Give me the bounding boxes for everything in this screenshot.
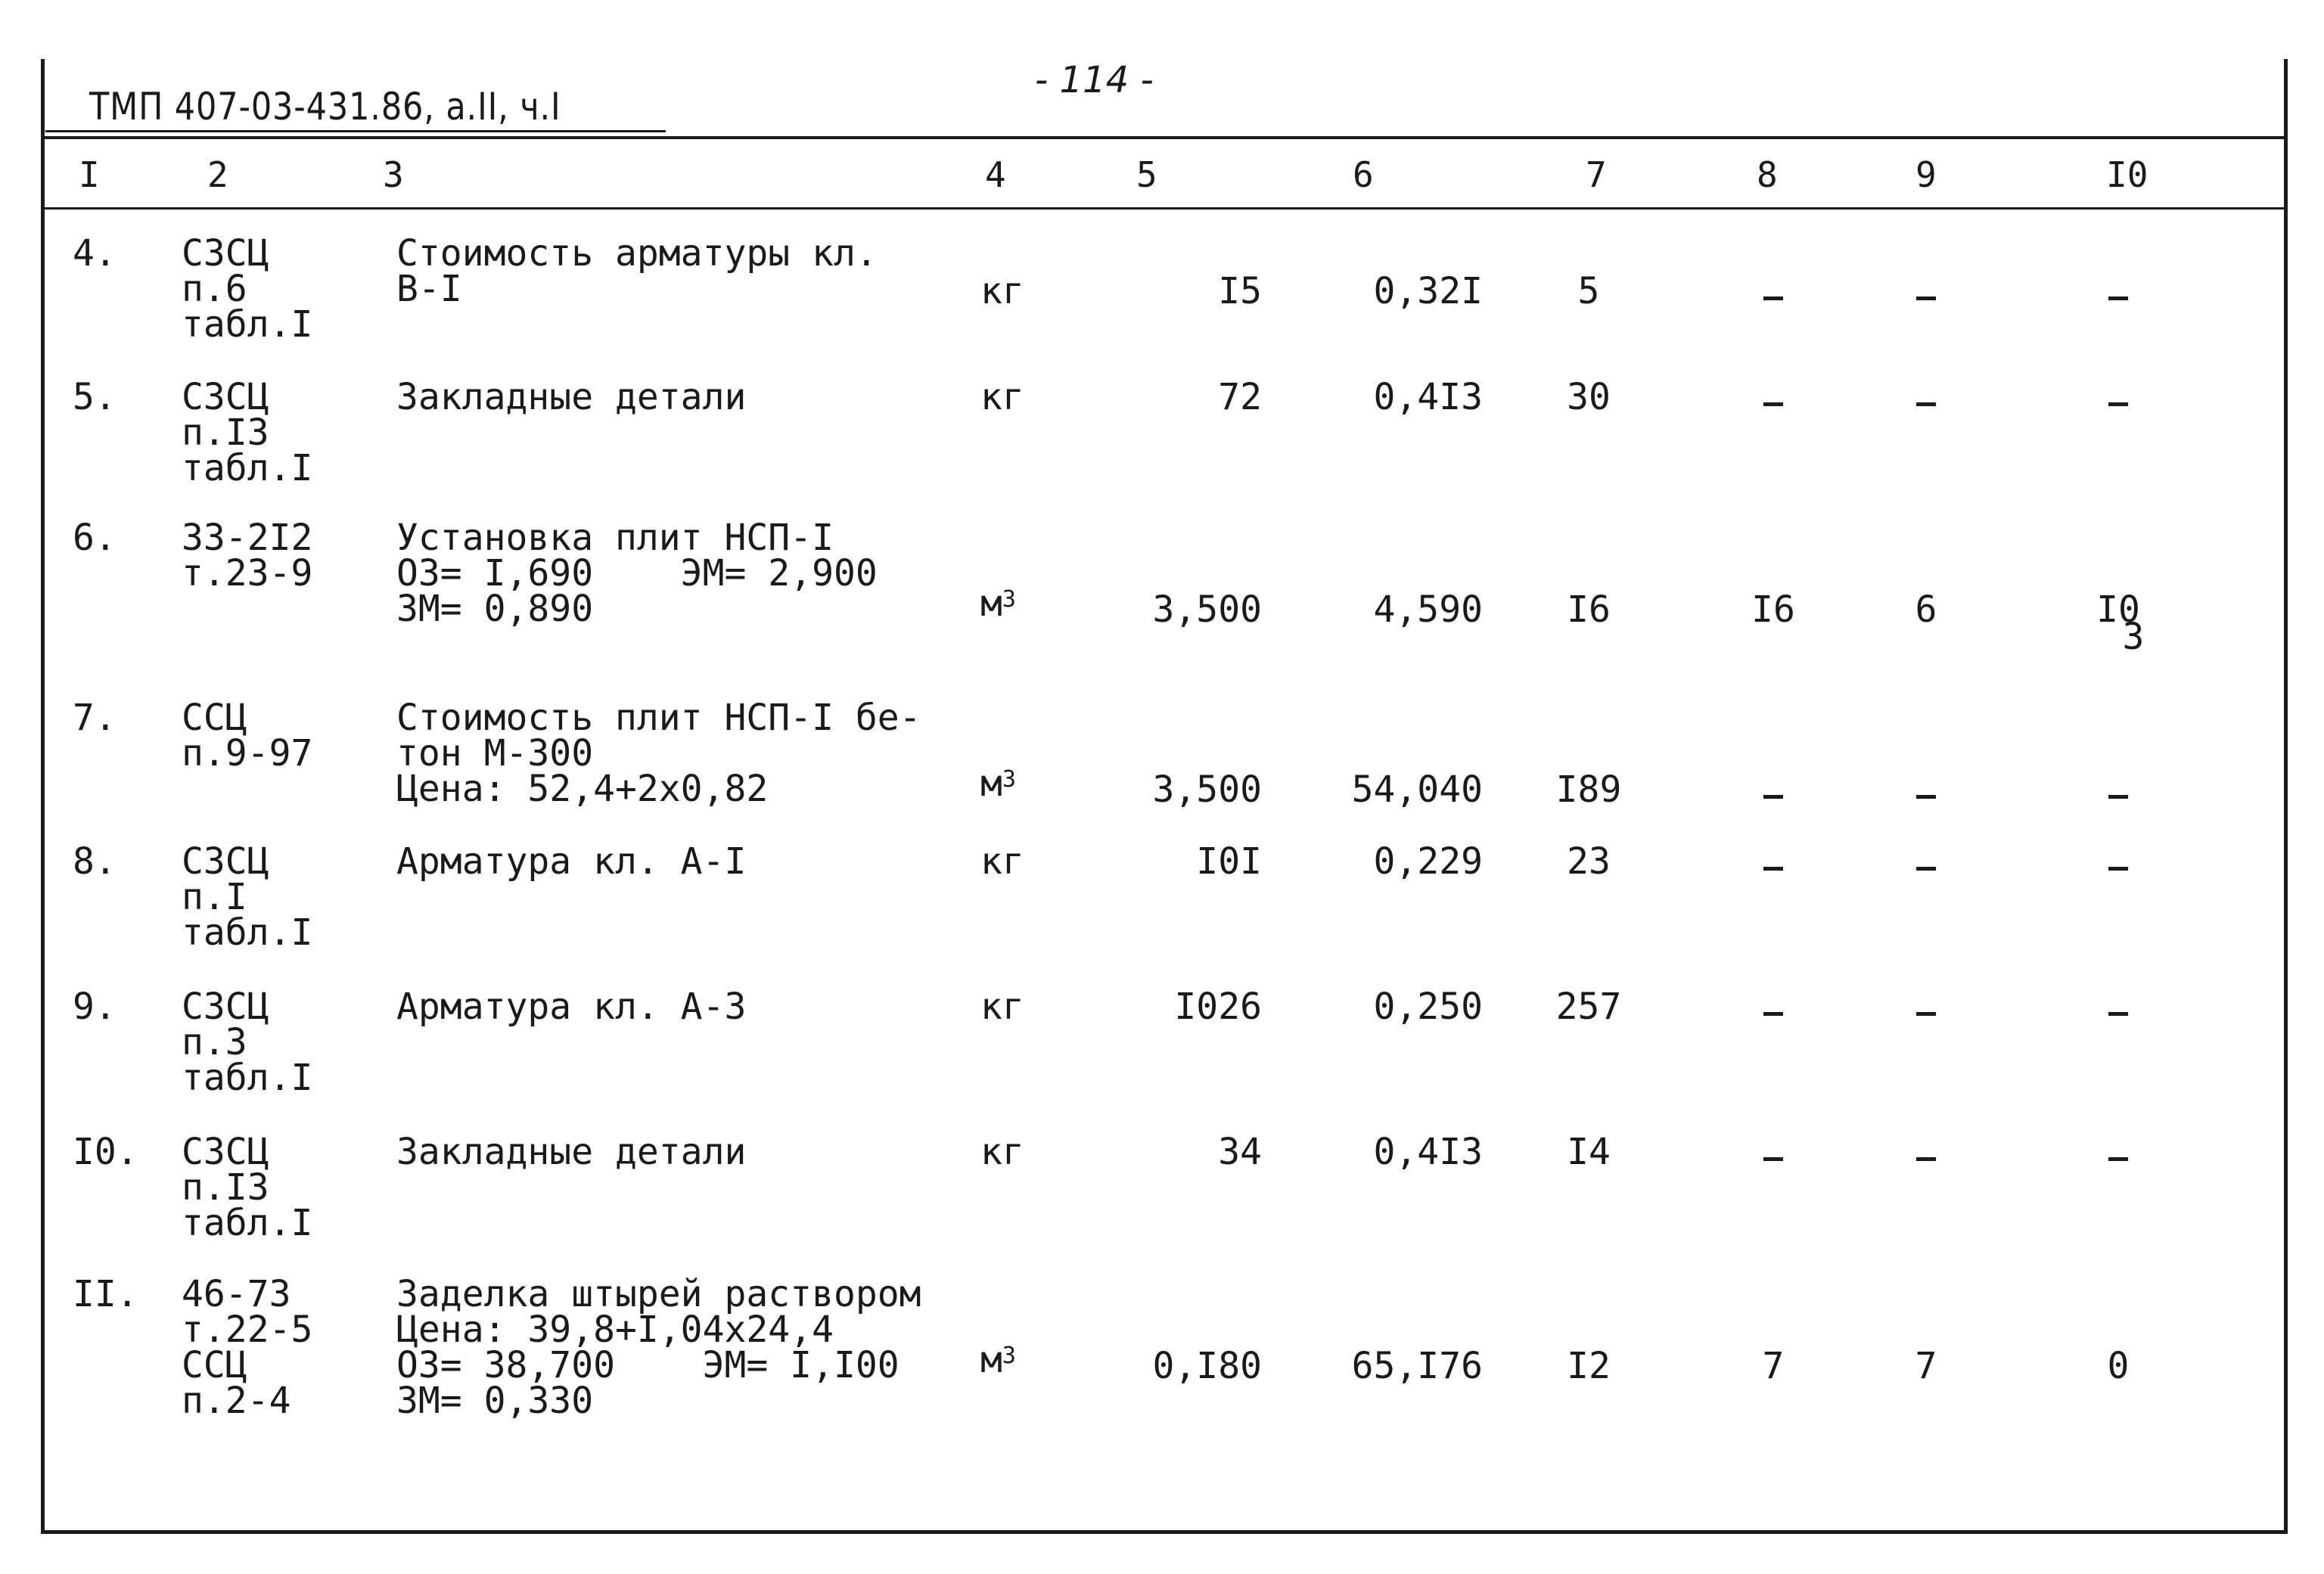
row-description-line: тон М-300: [396, 732, 594, 775]
col-header-4: 4: [985, 154, 1006, 195]
row-description-line: ОЗ= I,690 ЭМ= 2,900: [396, 552, 878, 595]
row-col8: [1763, 1157, 1783, 1161]
row-description-line: Цена: 39,8+I,04х24,4: [396, 1309, 834, 1351]
row-col9: [1916, 795, 1936, 799]
row-col8: [1763, 795, 1783, 799]
row-total: 5: [1577, 270, 1600, 312]
row-quantity: 0,I80: [1152, 1345, 1262, 1387]
unit-superscript: 3: [1002, 586, 1016, 613]
row-col10: [2108, 795, 2128, 799]
row-number: I0.: [73, 1131, 138, 1173]
col-header-10: I0: [2106, 154, 2148, 195]
row-col9: 6: [1915, 588, 1937, 631]
col-header-7: 7: [1586, 154, 1607, 195]
row-col8: I6: [1751, 588, 1795, 631]
row-quantity: 34: [1218, 1131, 1262, 1173]
row-col10: [2108, 296, 2128, 300]
row-unit-price: 54,040: [1351, 768, 1483, 811]
row-number: II.: [73, 1273, 138, 1315]
col-header-5: 5: [1136, 154, 1157, 195]
row-description-line: Стоимость плит НСП-I бе-: [396, 697, 921, 739]
row-unit-price: 0,250: [1373, 986, 1483, 1028]
row-unit: кг: [980, 840, 1024, 883]
row-unit-price: 0,32I: [1373, 270, 1483, 312]
row-code-line: 46-73: [182, 1273, 291, 1315]
row-quantity: 72: [1218, 376, 1262, 418]
col-header-8: 8: [1757, 154, 1778, 195]
row-unit: кг: [980, 986, 1024, 1028]
row-col10: I0: [2096, 588, 2140, 631]
row-total: 23: [1567, 840, 1611, 883]
row-unit: кг: [980, 376, 1024, 418]
row-unit-price: 4,590: [1373, 588, 1483, 631]
row-col10: 0: [2107, 1345, 2130, 1387]
row-code-line: 33-2I2: [182, 517, 313, 559]
row-code-line: табл.I: [182, 447, 313, 489]
row-total: 30: [1567, 376, 1611, 418]
row-quantity: 3,500: [1152, 588, 1262, 631]
row-code-line: ССЦ: [182, 1344, 247, 1386]
row-description-line: ЗМ= 0,330: [396, 1380, 594, 1422]
row-code-line: СЗСЦ: [182, 1131, 269, 1173]
col-header-9: 9: [1915, 154, 1937, 195]
col-header-3: 3: [383, 154, 404, 195]
row-description-line: Установка плит НСП-I: [396, 517, 834, 559]
row-code-line: п.I3: [182, 411, 269, 454]
row-quantity: I5: [1218, 270, 1262, 312]
row-description-line: Закладные детали: [396, 376, 747, 418]
row-code-line: п.I3: [182, 1166, 269, 1209]
row-col10: [2108, 1012, 2128, 1016]
row-description-line: ЗМ= 0,890: [396, 588, 594, 630]
row-code-line: СЗСЦ: [182, 840, 269, 883]
page-number: - 114 -: [1035, 59, 1154, 101]
row-unit: $м^3$: [980, 762, 1016, 805]
row-code-line: табл.I: [182, 911, 313, 954]
row-code-line: п.6: [182, 268, 247, 310]
row-col9: [1916, 402, 1936, 406]
row-code-line: п.3: [182, 1021, 247, 1063]
row-number: 6.: [73, 517, 117, 559]
row-total: I2: [1567, 1345, 1611, 1387]
row-unit: $м^3$: [980, 1339, 1016, 1381]
col-header-6: 6: [1353, 154, 1374, 195]
unit-superscript: 3: [1002, 766, 1016, 793]
row-code-line: СЗСЦ: [182, 232, 269, 275]
row-code-line: табл.I: [182, 1202, 313, 1244]
row-total: 257: [1555, 986, 1622, 1028]
row-unit: $м^3$: [980, 582, 1016, 625]
row-col8: 7: [1762, 1345, 1785, 1387]
row-unit-price: 65,I76: [1351, 1345, 1483, 1387]
row-col9: 7: [1915, 1345, 1937, 1387]
row-unit-price: 0,4I3: [1373, 1131, 1483, 1173]
row-description-line: Цена: 52,4+2х0,82: [396, 768, 769, 810]
row-code-line: СЗСЦ: [182, 376, 269, 418]
row-code-line: п.9-97: [182, 732, 313, 775]
row-col9: [1916, 867, 1936, 871]
row-code-line: табл.I: [182, 303, 313, 346]
row-description-line: Арматура кл. А-3: [396, 986, 747, 1028]
row-number: 5.: [73, 376, 117, 418]
row-unit: кг: [980, 1131, 1024, 1173]
row-col8: [1763, 402, 1783, 406]
row-total: I89: [1555, 768, 1622, 811]
row-code-line: ССЦ: [182, 697, 247, 739]
row-col9: [1916, 1157, 1936, 1161]
row-description-line: В-I: [396, 268, 462, 310]
row-col10: [2108, 1157, 2128, 1161]
row-description-line: ОЗ= 38,700 ЭМ= I,I00: [396, 1344, 899, 1386]
col-header-1: I: [79, 154, 100, 195]
row-col8: [1763, 296, 1783, 300]
row-col10-second-line: 3: [2122, 616, 2145, 658]
row-quantity: I0I: [1196, 840, 1262, 883]
row-col9: [1916, 1012, 1936, 1016]
row-code-line: табл.I: [182, 1057, 313, 1099]
row-code-line: т.22-5: [182, 1309, 313, 1351]
row-col8: [1763, 867, 1783, 871]
row-col10: [2108, 867, 2128, 871]
row-unit-price: 0,4I3: [1373, 376, 1483, 418]
row-quantity: I026: [1174, 986, 1262, 1028]
row-number: 7.: [73, 697, 117, 739]
frame-right-border: [2284, 59, 2288, 1534]
row-description-line: Закладные детали: [396, 1131, 747, 1173]
row-col9: [1916, 296, 1936, 300]
row-description-line: Арматура кл. А-I: [396, 840, 747, 883]
header-bottom-rule: [41, 207, 2288, 210]
row-total: I6: [1567, 588, 1611, 631]
row-unit-price: 0,229: [1373, 840, 1483, 883]
row-code-line: СЗСЦ: [182, 986, 269, 1028]
col-header-2: 2: [207, 154, 228, 195]
row-description-line: Стоимость арматуры кл.: [396, 232, 878, 275]
row-number: 8.: [73, 840, 117, 883]
row-description-line: Заделка штырей раствором: [396, 1273, 921, 1315]
row-number: 9.: [73, 986, 117, 1028]
row-total: I4: [1567, 1131, 1611, 1173]
document-stamp: ТМП 407-03-431.86, а.II, ч.I: [89, 85, 561, 129]
frame-left-border: [41, 59, 45, 1534]
row-col8: [1763, 1012, 1783, 1016]
stamp-underline: [45, 130, 666, 132]
row-col10: [2108, 402, 2128, 406]
row-code-line: т.23-9: [182, 552, 313, 595]
table-top-rule: [41, 136, 2288, 139]
row-code-line: п.I: [182, 876, 247, 918]
row-quantity: 3,500: [1152, 768, 1262, 811]
frame-bottom-border: [41, 1530, 2288, 1534]
unit-superscript: 3: [1002, 1343, 1016, 1369]
row-unit: кг: [980, 270, 1024, 312]
row-code-line: п.2-4: [182, 1380, 291, 1422]
row-number: 4.: [73, 232, 117, 275]
